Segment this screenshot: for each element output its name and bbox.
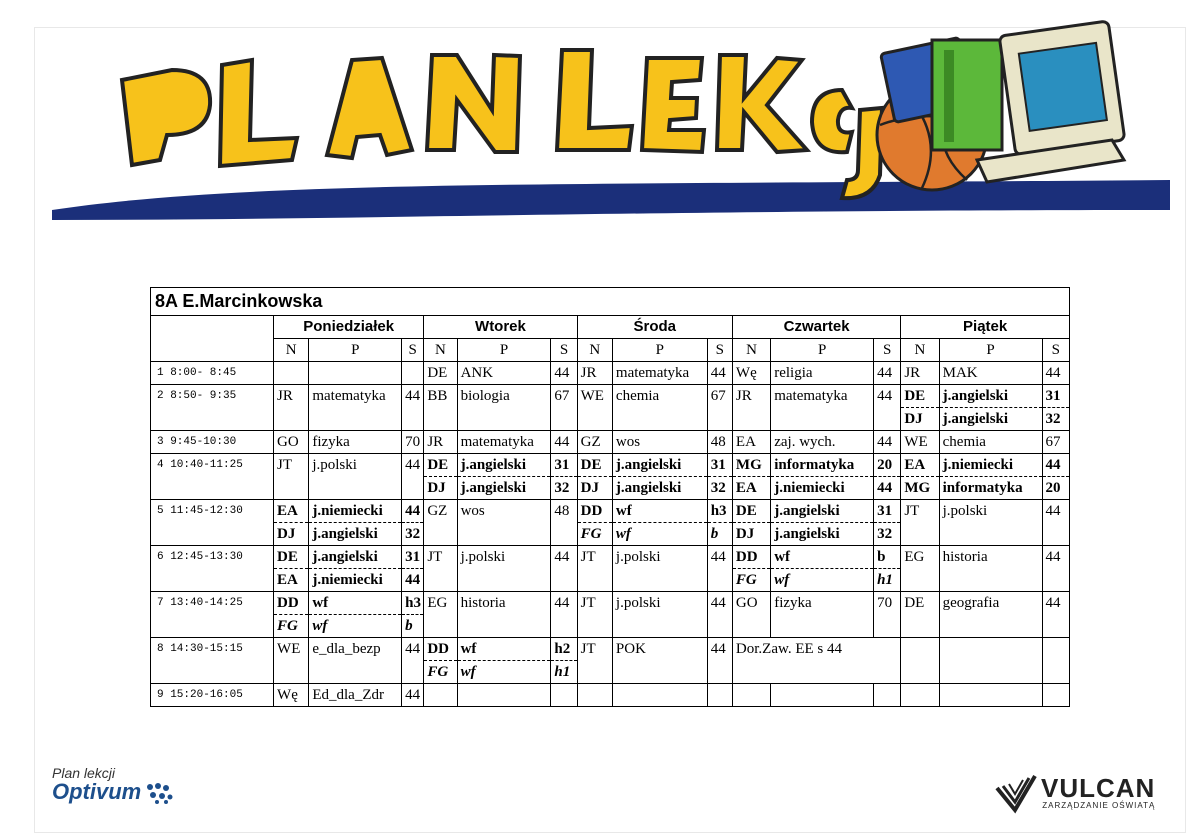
teacher-cell: GZ [424,500,457,546]
room-cell: 48 [707,431,732,454]
subheader-p: P [457,339,551,362]
lesson-hour: 3 9:45-10:30 [151,431,274,454]
room-cell: 44 [402,454,424,500]
subheader-n: N [577,339,612,362]
teacher-cell: WE [901,431,939,454]
room-cell: 44 [1042,362,1070,385]
subject-cell: j.polski [612,592,707,638]
subheader-n: N [274,339,309,362]
teacher-cell: MG [732,454,770,477]
room-cell: 44 [402,385,424,431]
lesson-row-4 [151,454,1070,477]
subject-cell: matematyka [457,431,551,454]
teacher-cell: DD [732,546,770,569]
subject-cell: wf [771,569,874,592]
room-cell: 67 [707,385,732,431]
room-cell: h1 [551,661,577,684]
teacher-cell: DD [424,638,457,661]
subject-cell: chemia [612,385,707,431]
lesson-row-7 [151,592,1070,615]
subject-cell: wos [457,500,551,546]
subject-cell: j.polski [612,546,707,592]
day-header-wtorek: Wtorek [424,316,577,339]
subject-cell: j.angielski [309,523,402,546]
teacher-cell: EA [732,431,770,454]
teacher-cell: DE [424,454,457,477]
subheader-s: S [551,339,577,362]
teacher-cell: FG [732,569,770,592]
teacher-cell: BB [424,385,457,431]
teacher-cell: JR [274,385,309,431]
subject-cell: matematyka [612,362,707,385]
subject-cell: j.niemiecki [309,500,402,523]
room-cell: 32 [874,523,901,546]
subject-cell: j.polski [457,546,551,592]
subject-cell: j.angielski [309,546,402,569]
subheader-s: S [402,339,424,362]
subheader-n: N [424,339,457,362]
subject-cell: j.angielski [939,408,1042,431]
teacher-cell: FG [424,661,457,684]
room-cell: 31 [874,500,901,523]
teacher-cell: Wę [274,684,309,707]
day-header-poniedzialek: Poniedziałek [274,316,424,339]
room-cell: 31 [402,546,424,569]
subheader-p: P [939,339,1042,362]
day-header-czwartek: Czwartek [732,316,900,339]
teacher-cell: DE [901,385,939,408]
teacher-cell: EA [274,500,309,523]
lesson-row-8 [151,638,1070,661]
subject-cell: j.angielski [939,385,1042,408]
lesson-row-5 [151,500,1070,523]
subject-cell: matematyka [309,385,402,431]
teacher-cell: EG [424,592,457,638]
teacher-cell: GZ [577,431,612,454]
room-cell: 70 [874,592,901,638]
teacher-cell: Wę [732,362,770,385]
teacher-cell: FG [274,615,309,638]
subject-cell: religia [771,362,874,385]
vulcan-brand: VULCAN [1041,772,1156,803]
room-cell: 44 [551,592,577,638]
subject-cell: j.polski [309,454,402,500]
room-cell: 67 [1042,431,1070,454]
room-cell: 44 [707,362,732,385]
room-cell: 48 [551,500,577,546]
optivum-dots-icon [145,782,175,804]
room-cell: b [874,546,901,569]
lesson-hour: 1 8:00- 8:45 [151,362,274,385]
subject-cell: Ed_dla_Zdr [309,684,402,707]
subject-cell: informatyka [771,454,874,477]
room-cell: 44 [874,431,901,454]
room-cell [1042,638,1070,684]
room-cell: h3 [707,500,732,523]
room-cell: 31 [1042,385,1070,408]
teacher-cell: JT [577,638,612,684]
subject-cell: ANK [457,362,551,385]
corner-cell [151,316,274,362]
room-cell: 44 [402,684,424,707]
title-row [151,288,1070,316]
teacher-cell: DE [577,454,612,477]
lesson-hour: 6 12:45-13:30 [151,546,274,592]
room-cell: 20 [1042,477,1070,500]
subject-cell: j.polski [939,500,1042,546]
day-header-piatek: Piątek [901,316,1070,339]
subject-cell: POK [612,638,707,684]
subject-cell [309,362,402,385]
timetable [150,287,1070,707]
room-cell: 44 [707,592,732,638]
teacher-cell: JT [274,454,309,500]
lesson-row-6 [151,546,1070,569]
subject-cell: j.angielski [771,523,874,546]
teacher-cell: JR [577,362,612,385]
teacher-cell: EA [732,477,770,500]
room-cell: 44 [1042,592,1070,638]
room-cell: 31 [707,454,732,477]
room-cell: 44 [1042,454,1070,477]
room-cell: h2 [551,638,577,661]
subject-cell: j.niemiecki [939,454,1042,477]
subject-cell: j.angielski [612,454,707,477]
room-cell: 44 [874,362,901,385]
lesson-hour: 5 11:45-12:30 [151,500,274,546]
room-cell: 44 [551,546,577,592]
subject-cell [771,684,874,707]
subject-cell [939,638,1042,684]
teacher-cell [732,684,770,707]
room-cell: 44 [551,431,577,454]
subject-cell: informatyka [939,477,1042,500]
teacher-cell: DJ [901,408,939,431]
teacher-cell: EG [901,546,939,592]
subject-cell: wf [309,592,402,615]
teacher-cell: MG [901,477,939,500]
room-cell: 44 [402,500,424,523]
lesson-row-3 [151,431,1070,454]
subject-cell: biologia [457,385,551,431]
optivum-brand: Optivum [52,779,142,804]
subheader-n: N [732,339,770,362]
room-cell: 44 [874,385,901,431]
optivum-caption: Plan lekcji [52,765,116,781]
room-cell: 44 [402,638,424,684]
subheader-p: P [612,339,707,362]
teacher-cell [901,684,939,707]
room-cell: 44 [707,638,732,684]
day-header-sroda: Środa [577,316,732,339]
room-cell [874,684,901,707]
room-cell: 44 [874,477,901,500]
subheader-n: N [901,339,939,362]
room-cell: 67 [551,385,577,431]
subject-cell [612,684,707,707]
teacher-cell: JR [732,385,770,431]
teacher-cell: DE [732,500,770,523]
lesson-row-1 [151,362,1070,385]
lesson-hour: 8 14:30-15:15 [151,638,274,684]
room-cell: h1 [874,569,901,592]
optivum-logo [52,765,175,805]
subject-cell: wf [309,615,402,638]
teacher-cell: DE [424,362,457,385]
banner-artwork [52,10,1172,220]
room-cell: 32 [707,477,732,500]
teacher-cell: JT [577,592,612,638]
subject-cell: j.niemiecki [309,569,402,592]
vulcan-logo [995,770,1155,814]
subject-cell: matematyka [771,385,874,431]
teacher-cell: GO [274,431,309,454]
subject-cell: wf [457,661,551,684]
room-cell: b [402,615,424,638]
teacher-cell: FG [577,523,612,546]
teacher-cell: EA [901,454,939,477]
subject-cell: fizyka [309,431,402,454]
subject-cell: fizyka [771,592,874,638]
czwartek-note-cell: Dor.Zaw. EE s 44 [732,638,900,684]
subheader-s: S [1042,339,1070,362]
room-cell: 44 [1042,546,1070,592]
lesson-hour: 9 15:20-16:05 [151,684,274,707]
room-cell: 70 [402,431,424,454]
subject-cell: j.angielski [771,500,874,523]
subject-cell: wf [612,500,707,523]
subject-cell [939,684,1042,707]
subject-cell: j.angielski [612,477,707,500]
subject-cell: j.niemiecki [771,477,874,500]
lesson-row-9 [151,684,1070,707]
room-cell: 32 [551,477,577,500]
lesson-hour: 4 10:40-11:25 [151,454,274,500]
room-cell: 44 [402,569,424,592]
teacher-cell [901,638,939,684]
room-cell [1042,684,1070,707]
subject-cell: wf [771,546,874,569]
teacher-cell: WE [274,638,309,684]
teacher-cell [274,362,309,385]
subject-cell: chemia [939,431,1042,454]
class-title: 8A E.Marcinkowska [151,288,1070,316]
room-cell: 44 [551,362,577,385]
teacher-cell: JT [424,546,457,592]
teacher-cell: JR [424,431,457,454]
teacher-cell: DE [901,592,939,638]
subject-cell: e_dla_bezp [309,638,402,684]
teacher-cell: EA [274,569,309,592]
subject-cell: geografia [939,592,1042,638]
room-cell [402,362,424,385]
days-row [151,316,1070,339]
teacher-cell: DD [577,500,612,523]
subheader-p: P [309,339,402,362]
subject-cell: historia [939,546,1042,592]
room-cell: b [707,523,732,546]
subject-cell: j.angielski [457,454,551,477]
teacher-cell: DJ [424,477,457,500]
subject-cell: j.angielski [457,477,551,500]
teacher-cell: JR [901,362,939,385]
room-cell: 32 [402,523,424,546]
room-cell: 44 [707,546,732,592]
vulcan-mark-icon [995,770,1037,814]
lesson-hour: 7 13:40-14:25 [151,592,274,638]
subject-cell [457,684,551,707]
subject-cell: wos [612,431,707,454]
teacher-cell [424,684,457,707]
subject-cell: MAK [939,362,1042,385]
subheader-row [151,339,1070,362]
subject-cell: wf [457,638,551,661]
vulcan-tagline: ZARZĄDZANIE OŚWIATĄ [1042,800,1156,810]
teacher-cell: DJ [732,523,770,546]
room-cell [707,684,732,707]
room-cell: 20 [874,454,901,477]
teacher-cell: DJ [577,477,612,500]
lesson-hour: 2 8:50- 9:35 [151,385,274,431]
subheader-s: S [707,339,732,362]
lesson-row-2 [151,385,1070,408]
teacher-cell: GO [732,592,770,638]
teacher-cell: JT [901,500,939,546]
plan-lekcji-banner [52,10,1172,220]
teacher-cell: DJ [274,523,309,546]
subject-cell: historia [457,592,551,638]
teacher-cell: DE [274,546,309,569]
teacher-cell: DD [274,592,309,615]
room-cell [551,684,577,707]
subheader-p: P [771,339,874,362]
room-cell: h3 [402,592,424,615]
room-cell: 31 [551,454,577,477]
teacher-cell: JT [577,546,612,592]
subject-cell: wf [612,523,707,546]
subheader-s: S [874,339,901,362]
teacher-cell [577,684,612,707]
subject-cell: zaj. wych. [771,431,874,454]
teacher-cell: WE [577,385,612,431]
room-cell: 32 [1042,408,1070,431]
room-cell: 44 [1042,500,1070,546]
